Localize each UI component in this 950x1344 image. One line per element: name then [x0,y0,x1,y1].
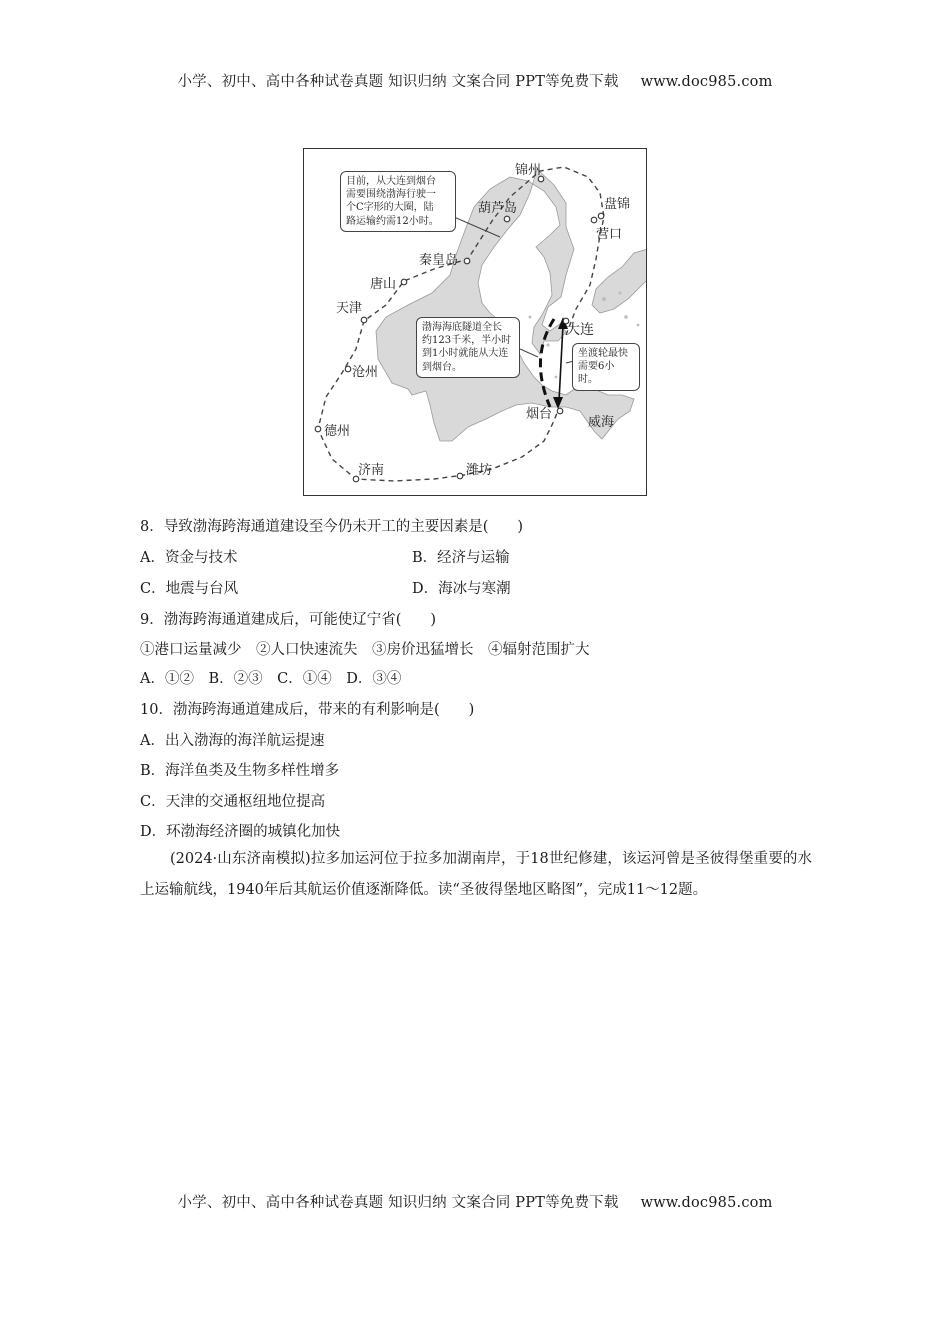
footer-site: www.doc985.com [640,1195,773,1211]
question-10-option-d: D．环渤海经济圈的城镇化加快 [140,824,341,840]
callout-tunnel [416,317,520,378]
callout-line: 路运输约需12小时。 [346,215,439,227]
city-label-tangshan: 唐山 [370,277,397,292]
city-label-tianjin: 天津 [336,301,363,316]
city-label-jinzhou: 锦州 [515,163,542,178]
city-marker-weifang [457,473,463,479]
question-8-option-c: C．地震与台风 [140,581,239,597]
question-9-stem: 9．渤海跨海通道建成后，可能使辽宁省( ) [140,612,437,628]
header-text: 小学、初中、高中各种试卷真题 知识归纳 文案合同 PPT等免费下载 [177,74,619,90]
city-label-dezhou: 德州 [324,424,351,439]
city-label-yantai: 烟台 [526,407,553,422]
city-label-yingkou: 营口 [596,227,623,242]
city-marker-qinhuangdao [464,258,470,264]
city-label-weifang: 潍坊 [466,463,493,478]
question-8-stem: 8．导致渤海跨海通道建设至今仍未开工的主要因素是( ) [140,519,524,535]
question-8-option-b: B．经济与运输 [412,550,510,566]
island [555,376,558,379]
island [618,291,621,294]
callout-line: 到1小时就能从大连 [422,348,509,360]
question-10-option-b: B．海洋鱼类及生物多样性增多 [140,763,340,779]
city-marker-dezhou [315,426,321,432]
callout-line: 个C字形的大圈，陆 [346,202,434,214]
question-9-statements: ①港口运量减少 ②人口快速流失 ③房价迅猛增长 ④辐射范围扩大 [140,642,590,658]
city-label-huludao: 葫芦岛 [478,201,518,216]
question-8-option-d: D．海冰与寒潮 [412,581,511,597]
island [602,297,606,301]
question-10-stem: 10．渤海跨海通道建成后，带来的有利影响是( ) [140,702,475,718]
city-label-jinan: 济南 [358,463,385,478]
callout-ferry [572,343,640,391]
city-marker-huludao [504,216,510,222]
question-10-option-c: C．天津的交通枢纽地位提高 [140,794,326,810]
callout-line: 需要6小时。 [578,361,615,386]
island [546,343,549,346]
callout-line: 渤海海底隧道全长 [422,322,502,333]
city-marker-yantai [557,408,563,414]
callout-line: 需要围绕渤海行驶一 [346,189,436,201]
bohai-map-figure [303,148,647,496]
callout-line: 目前，从大连到烟台 [346,176,436,187]
city-label-cangzhou: 沧州 [352,365,379,380]
city-label-qinhuangdao: 秦皇岛 [419,253,459,268]
page-header [0,70,950,91]
question-9-options: A．①② B．②③ C．①④ D．③④ [140,671,402,687]
city-label-dalian: 大连 [566,322,594,338]
city-marker-tangshan [401,279,407,285]
city-label-weihai: 威海 [588,415,615,430]
city-marker-yingkou [591,217,597,223]
city-label-panjin: 盘锦 [604,197,631,212]
header-site: www.doc985.com [640,74,773,90]
island [529,316,532,319]
callout-line: 坐渡轮最快 [578,348,628,359]
footer-text: 小学、初中、高中各种试卷真题 知识归纳 文案合同 PPT等免费下载 [177,1195,619,1211]
city-marker-panjin [598,213,604,219]
question-10-option-a: A．出入渤海的海洋航运提速 [140,733,325,749]
city-marker-cangzhou [345,366,351,372]
island [624,315,628,319]
passage-11-12: (2024·山东济南模拟)拉多加运河位于拉多加湖南岸，于18世纪修建，该运河曾是圣彼得堡重要的水上运输航线，1940年后其航运价值逐渐降低。读“圣彼得堡地区略图”，完成11～12题。 [140,851,812,898]
question-8-option-a: A．资金与技术 [140,550,238,566]
island [637,324,640,327]
callout-line: 约123千米，半小时 [422,335,512,347]
callout-line: 到烟台。 [422,361,462,373]
page-footer [0,1191,950,1212]
callout-land-route [340,171,456,232]
city-marker-tianjin [361,317,367,323]
